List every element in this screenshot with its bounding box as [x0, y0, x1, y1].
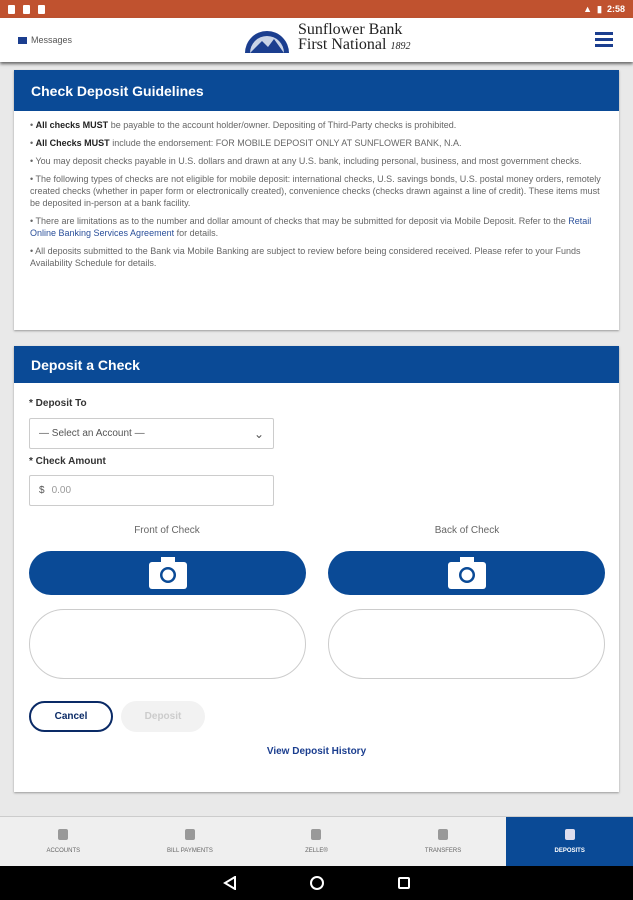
deposit-to-label: * Deposit To — [29, 398, 87, 409]
logo-line2: First National — [298, 36, 387, 53]
check-amount-input[interactable]: $ 0.00 — [29, 475, 274, 506]
recents-icon[interactable] — [397, 876, 411, 890]
nav-deposits[interactable]: DEPOSITS — [506, 817, 633, 866]
guidelines-card — [14, 70, 619, 330]
status-bar — [0, 0, 633, 18]
transfer-icon — [438, 829, 448, 840]
back-preview — [328, 609, 605, 679]
guideline-item: • The following types of checks are not eligible for mobile deposit: international checks, U.S. savings bonds, U.S. postal money orders, remotely created checks (whether in paper form or electronically created), convenience checks (checks drawn against a line of credit). These items must be deposited in-person at a bank facility. — [30, 174, 601, 208]
envelope-icon — [18, 37, 27, 44]
piggy-bank-icon — [58, 829, 68, 840]
zelle-icon — [311, 829, 321, 840]
messages-link[interactable] — [18, 35, 72, 45]
services-agreement-link[interactable]: Retail Online Banking Services Agreement — [30, 216, 592, 238]
front-label: Front of Check — [134, 525, 200, 536]
cancel-button[interactable]: Cancel — [29, 701, 113, 732]
clock: 2:58 — [606, 4, 625, 14]
guideline-item: • All deposits submitted to the Bank via Mobile Banking are subject to review before being considered received. Please refer to your Funds Availability Schedule for details. — [30, 246, 581, 268]
guideline-item: • There are limitations as to the number and dollar amount of checks that may be submitted for deposit via Mobile Deposit. Refer to the Retail Online Banking Services Agreement for details. — [30, 216, 592, 238]
signal-icon: ▲ — [583, 4, 593, 14]
guideline-item: • All checks MUST be payable to the account holder/owner. Depositing of Third-Party checks is prohibited. — [30, 120, 457, 130]
account-select[interactable]: — Select an Account — ⌄ — [29, 418, 274, 449]
bill-icon — [185, 829, 195, 840]
camera-icon — [448, 557, 486, 589]
back-icon[interactable] — [223, 876, 237, 890]
bottom-nav — [0, 816, 633, 866]
system-nav-bar — [0, 866, 633, 900]
nav-zelle[interactable]: ZELLE® — [253, 817, 380, 866]
deposit-icon — [565, 829, 575, 840]
notification-icons — [8, 5, 45, 14]
deposit-button[interactable]: Deposit — [121, 701, 205, 732]
back-camera-button[interactable] — [328, 551, 605, 595]
logo-line1: Sunflower Bank — [298, 21, 403, 38]
sunburst-logo-icon — [242, 21, 292, 55]
messages-label: Messages — [31, 35, 73, 45]
battery-icon: ▮ — [597, 3, 602, 14]
nav-bill-payments[interactable]: BILL PAYMENTS — [127, 817, 254, 866]
guideline-item: • You may deposit checks payable in U.S. dollars and drawn at any U.S. bank, including personal, business, and most government checks. — [30, 156, 582, 166]
guidelines-title: Check Deposit Guidelines — [14, 70, 619, 111]
nav-transfers[interactable]: TRANSFERS — [380, 817, 507, 866]
deposit-title: Deposit a Check — [14, 346, 619, 383]
chevron-down-icon: ⌄ — [253, 426, 264, 441]
bank-logo — [242, 21, 410, 55]
deposit-card — [14, 346, 619, 792]
front-camera-button[interactable] — [29, 551, 306, 595]
app-header — [0, 18, 633, 62]
home-icon[interactable] — [309, 875, 325, 891]
menu-icon[interactable] — [595, 32, 613, 47]
back-label: Back of Check — [434, 525, 500, 536]
guidelines-list — [14, 111, 619, 283]
guideline-item: • All Checks MUST include the endorsement: FOR MOBILE DEPOSIT ONLY AT SUNFLOWER BANK, N.A. — [30, 138, 462, 148]
view-history-link[interactable]: View Deposit History — [266, 746, 367, 757]
logo-year: 1892 — [390, 41, 411, 52]
front-preview — [29, 609, 306, 679]
camera-icon — [149, 557, 187, 589]
check-amount-label: * Check Amount — [29, 456, 106, 467]
nav-accounts[interactable]: ACCOUNTS — [0, 817, 127, 866]
